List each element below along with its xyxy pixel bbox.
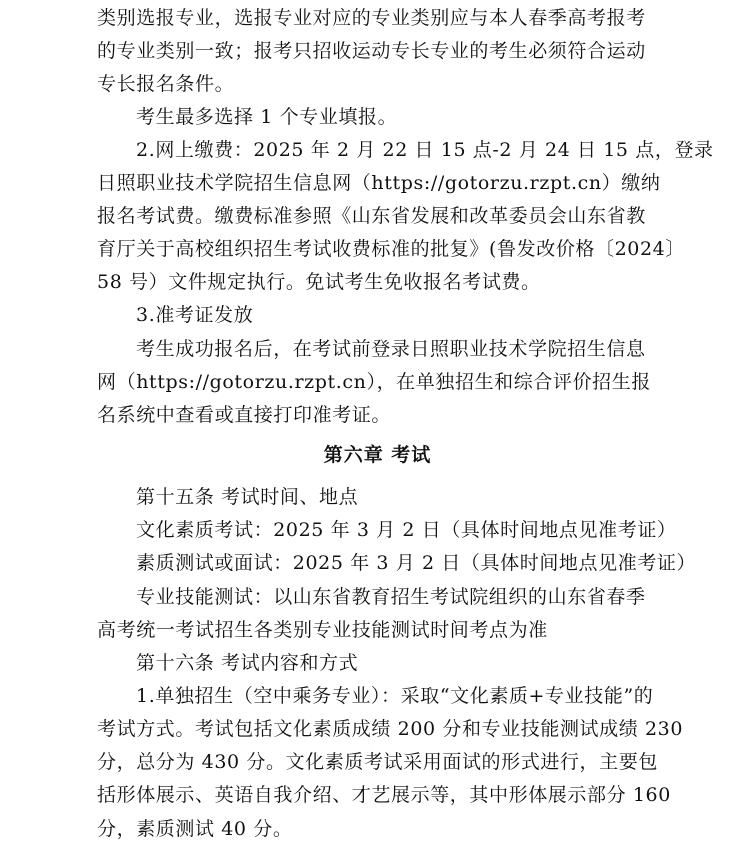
paragraph-line: 育厅关于高校组织招生考试收费标准的批复》(鲁发改价格〔2024〕 [97, 238, 685, 260]
paragraph-line: 名系统中查看或直接打印准考证。 [97, 404, 392, 426]
paragraph-line: 高考统一考试招生各类别专业技能测试时间考点为准 [97, 619, 548, 641]
paragraph-line: 专长报名条件。 [97, 73, 235, 95]
paragraph-line: 报名考试费。缴费标准参照《山东省发展和改革委员会山东省教 [97, 205, 646, 227]
paragraph-line: 1.单独招生（空中乘务专业）：采取“文化素质+专业技能”的 [136, 685, 654, 707]
paragraph-line: 网（https://gotorzu.rzpt.cn），在单独招生和综合评价招生报 [97, 371, 651, 393]
paragraph-line: 的专业类别一致；报考只招收运动专长专业的考生必须符合运动 [97, 40, 646, 62]
paragraph-line: 括形体展示、英语自我介绍、才艺展示等，其中形体展示部分 160 [97, 784, 671, 806]
paragraph-line: 类别选报专业，选报专业对应的专业类别应与本人春季高考报考 [97, 7, 646, 29]
article-heading: 第十五条 考试时间、地点 [136, 486, 359, 508]
paragraph-line: 日照职业技术学院招生信息网（https://gotorzu.rzpt.cn）缴纳 [97, 172, 661, 194]
paragraph-line: 专业技能测试：以山东省教育招生考试院组织的山东省春季 [136, 586, 646, 608]
paragraph-line: 考生最多选择 1 个专业填报。 [136, 106, 398, 128]
paragraph-line: 分，总分为 430 分。文化素质考试采用面试的形式进行，主要包 [97, 751, 658, 773]
paragraph-line: 素质测试或面试：2025 年 3 月 2 日（具体时间地点见准考证） [136, 552, 697, 574]
paragraph-line: 文化素质考试：2025 年 3 月 2 日（具体时间地点见准考证） [136, 519, 677, 541]
paragraph-line: 58 号）文件规定执行。免试考生免收报名考试费。 [97, 271, 541, 293]
article-heading: 第十六条 考试内容和方式 [136, 652, 359, 674]
paragraph-line: 2.网上缴费：2025 年 2 月 22 日 15 点-2 月 24 日 15 点，登录 [136, 139, 714, 161]
paragraph-line: 3.准考证发放 [136, 304, 254, 326]
paragraph-line: 分，素质测试 40 分。 [97, 818, 293, 840]
chapter-heading: 第六章 考试 [323, 444, 432, 466]
paragraph-line: 考试方式。考试包括文化素质成绩 200 分和专业技能测试成绩 230 [97, 718, 684, 740]
paragraph-line: 考生成功报名后，在考试前登录日照职业技术学院招生信息 [136, 338, 646, 360]
